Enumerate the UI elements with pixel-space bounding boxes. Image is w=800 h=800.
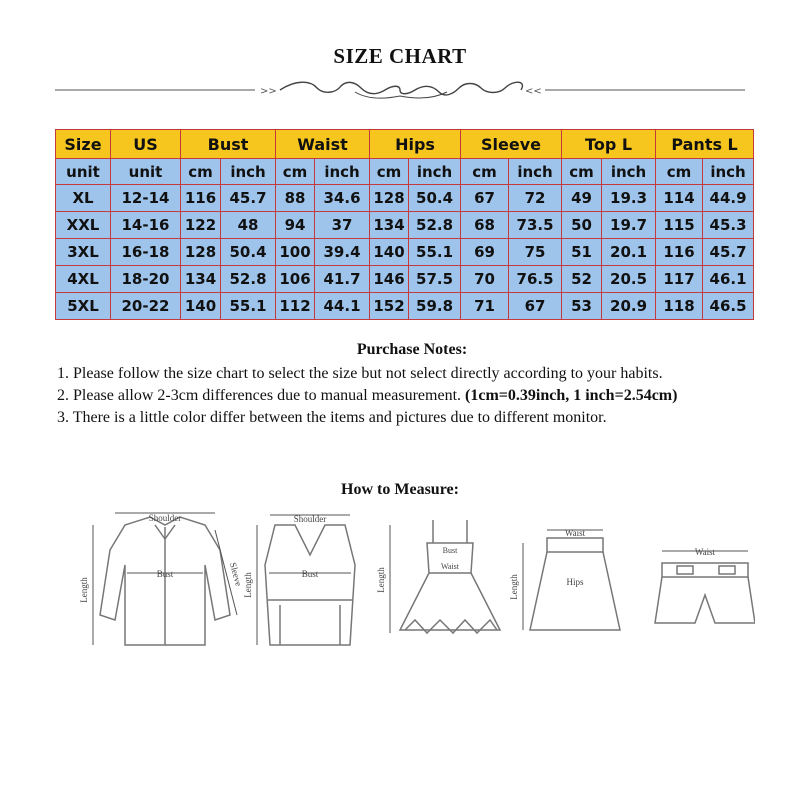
note-2-conversion: (1cm=0.39inch, 1 inch=2.54cm) bbox=[465, 387, 678, 404]
shirt-diagram bbox=[79, 513, 244, 645]
table-cell: 134 bbox=[181, 266, 221, 293]
table-cell: 140 bbox=[181, 293, 221, 320]
header-cell: US bbox=[111, 130, 181, 159]
table-cell: 45.7 bbox=[221, 185, 276, 212]
table-cell: 50 bbox=[562, 212, 602, 239]
table-row bbox=[56, 212, 754, 239]
shoulder-label: Shoulder bbox=[293, 514, 327, 524]
note-2-text: 2. Please allow 2-3cm differences due to manual measurement. bbox=[57, 387, 466, 404]
table-cell: 94 bbox=[276, 212, 315, 239]
table-cell: 18-20 bbox=[111, 266, 181, 293]
table-cell: 34.6 bbox=[315, 185, 370, 212]
vest-diagram bbox=[243, 514, 355, 645]
waist-label: Waist bbox=[564, 528, 586, 538]
table-cell: 57.5 bbox=[409, 266, 461, 293]
table-cell: 115 bbox=[656, 212, 703, 239]
table-cell: 118 bbox=[656, 293, 703, 320]
table-cell: 69 bbox=[461, 239, 509, 266]
table-cell: 53 bbox=[562, 293, 602, 320]
how-to-measure-title: How to Measure: bbox=[341, 481, 459, 498]
purchase-notes-title: Purchase Notes: bbox=[356, 341, 468, 358]
table-cell: 52.8 bbox=[409, 212, 461, 239]
shorts-diagram bbox=[655, 547, 755, 623]
table-cell: 51 bbox=[562, 239, 602, 266]
header-cell: Hips bbox=[370, 130, 461, 159]
bust-label: Bust bbox=[156, 569, 174, 579]
table-row bbox=[56, 293, 754, 320]
table-cell: 68 bbox=[461, 212, 509, 239]
table-cell: 55.1 bbox=[221, 293, 276, 320]
sleeve-label: Sleeve bbox=[227, 561, 244, 588]
table-cell: 20-22 bbox=[111, 293, 181, 320]
measurement-illustrations bbox=[55, 505, 755, 655]
table-cell: XL bbox=[56, 185, 111, 212]
table-cell: 20.1 bbox=[602, 239, 656, 266]
length-label: Length bbox=[509, 574, 519, 600]
table-header-row bbox=[56, 130, 754, 159]
header-cell: Sleeve bbox=[461, 130, 562, 159]
bust-label: Bust bbox=[301, 569, 319, 579]
unit-cell: inch bbox=[509, 159, 562, 185]
unit-cell: inch bbox=[409, 159, 461, 185]
skirt-diagram bbox=[509, 528, 620, 630]
table-cell: 44.1 bbox=[315, 293, 370, 320]
table-cell: 50.4 bbox=[221, 239, 276, 266]
table-cell: 14-16 bbox=[111, 212, 181, 239]
header-cell: Pants L bbox=[656, 130, 754, 159]
dress-diagram bbox=[376, 520, 500, 633]
unit-cell: cm bbox=[276, 159, 315, 185]
waist-label: Waist bbox=[440, 562, 460, 571]
length-label: Length bbox=[243, 572, 253, 598]
table-cell: 72 bbox=[509, 185, 562, 212]
table-cell: XXL bbox=[56, 212, 111, 239]
table-cell: 146 bbox=[370, 266, 409, 293]
size-chart-table bbox=[55, 129, 754, 320]
table-cell: 46.5 bbox=[703, 293, 754, 320]
note-1: 1. Please follow the size chart to select the size but not select directly according to your habits. bbox=[57, 365, 663, 382]
unit-cell: cm bbox=[370, 159, 409, 185]
table-cell: 88 bbox=[276, 185, 315, 212]
unit-cell: inch bbox=[602, 159, 656, 185]
page-title: SIZE CHART bbox=[333, 44, 467, 68]
table-cell: 112 bbox=[276, 293, 315, 320]
table-unit-row bbox=[56, 159, 754, 185]
svg-text:>>: >> bbox=[260, 86, 277, 97]
table-cell: 4XL bbox=[56, 266, 111, 293]
note-3: 3. There is a little color differ between the items and pictures due to different monitor. bbox=[57, 409, 607, 426]
table-cell: 48 bbox=[221, 212, 276, 239]
table-cell: 73.5 bbox=[509, 212, 562, 239]
table-cell: 106 bbox=[276, 266, 315, 293]
note-2 bbox=[57, 385, 767, 407]
table-cell: 116 bbox=[656, 239, 703, 266]
unit-cell: inch bbox=[315, 159, 370, 185]
table-cell: 67 bbox=[509, 293, 562, 320]
table-cell: 19.7 bbox=[602, 212, 656, 239]
table-cell: 3XL bbox=[56, 239, 111, 266]
unit-cell: inch bbox=[703, 159, 754, 185]
table-cell: 16-18 bbox=[111, 239, 181, 266]
table-cell: 134 bbox=[370, 212, 409, 239]
purchase-notes bbox=[57, 339, 767, 429]
unit-cell: cm bbox=[562, 159, 602, 185]
table-cell: 19.3 bbox=[602, 185, 656, 212]
table-cell: 46.1 bbox=[703, 266, 754, 293]
length-label: Length bbox=[79, 577, 89, 603]
header-cell: Top L bbox=[562, 130, 656, 159]
table-cell: 152 bbox=[370, 293, 409, 320]
table-row bbox=[56, 239, 754, 266]
unit-cell: unit bbox=[56, 159, 111, 185]
unit-cell: cm bbox=[656, 159, 703, 185]
table-row bbox=[56, 185, 754, 212]
hips-label: Hips bbox=[566, 577, 584, 587]
table-cell: 39.4 bbox=[315, 239, 370, 266]
header-cell: Size bbox=[56, 130, 111, 159]
table-cell: 71 bbox=[461, 293, 509, 320]
table-cell: 50.4 bbox=[409, 185, 461, 212]
table-cell: 12-14 bbox=[111, 185, 181, 212]
shoulder-label: Shoulder bbox=[148, 513, 182, 523]
table-cell: 59.8 bbox=[409, 293, 461, 320]
table-cell: 52 bbox=[562, 266, 602, 293]
waist-label: Waist bbox=[694, 547, 716, 557]
table-cell: 114 bbox=[656, 185, 703, 212]
table-cell: 5XL bbox=[56, 293, 111, 320]
table-cell: 20.5 bbox=[602, 266, 656, 293]
table-cell: 117 bbox=[656, 266, 703, 293]
bust-label: Bust bbox=[442, 546, 458, 555]
table-cell: 45.3 bbox=[703, 212, 754, 239]
header-cell: Bust bbox=[181, 130, 276, 159]
svg-text:<<: << bbox=[525, 86, 542, 97]
table-cell: 52.8 bbox=[221, 266, 276, 293]
table-row bbox=[56, 266, 754, 293]
table-cell: 140 bbox=[370, 239, 409, 266]
unit-cell: cm bbox=[181, 159, 221, 185]
table-cell: 76.5 bbox=[509, 266, 562, 293]
table-cell: 70 bbox=[461, 266, 509, 293]
table-cell: 37 bbox=[315, 212, 370, 239]
table-cell: 20.9 bbox=[602, 293, 656, 320]
header-cell: Waist bbox=[276, 130, 370, 159]
unit-cell: inch bbox=[221, 159, 276, 185]
table-cell: 49 bbox=[562, 185, 602, 212]
table-cell: 45.7 bbox=[703, 239, 754, 266]
ornamental-divider bbox=[55, 80, 745, 104]
table-cell: 55.1 bbox=[409, 239, 461, 266]
table-cell: 75 bbox=[509, 239, 562, 266]
table-cell: 67 bbox=[461, 185, 509, 212]
table-cell: 100 bbox=[276, 239, 315, 266]
unit-cell: cm bbox=[461, 159, 509, 185]
table-cell: 116 bbox=[181, 185, 221, 212]
length-label: Length bbox=[376, 567, 386, 593]
table-cell: 41.7 bbox=[315, 266, 370, 293]
table-cell: 128 bbox=[370, 185, 409, 212]
table-cell: 44.9 bbox=[703, 185, 754, 212]
table-cell: 128 bbox=[181, 239, 221, 266]
table-cell: 122 bbox=[181, 212, 221, 239]
unit-cell: unit bbox=[111, 159, 181, 185]
